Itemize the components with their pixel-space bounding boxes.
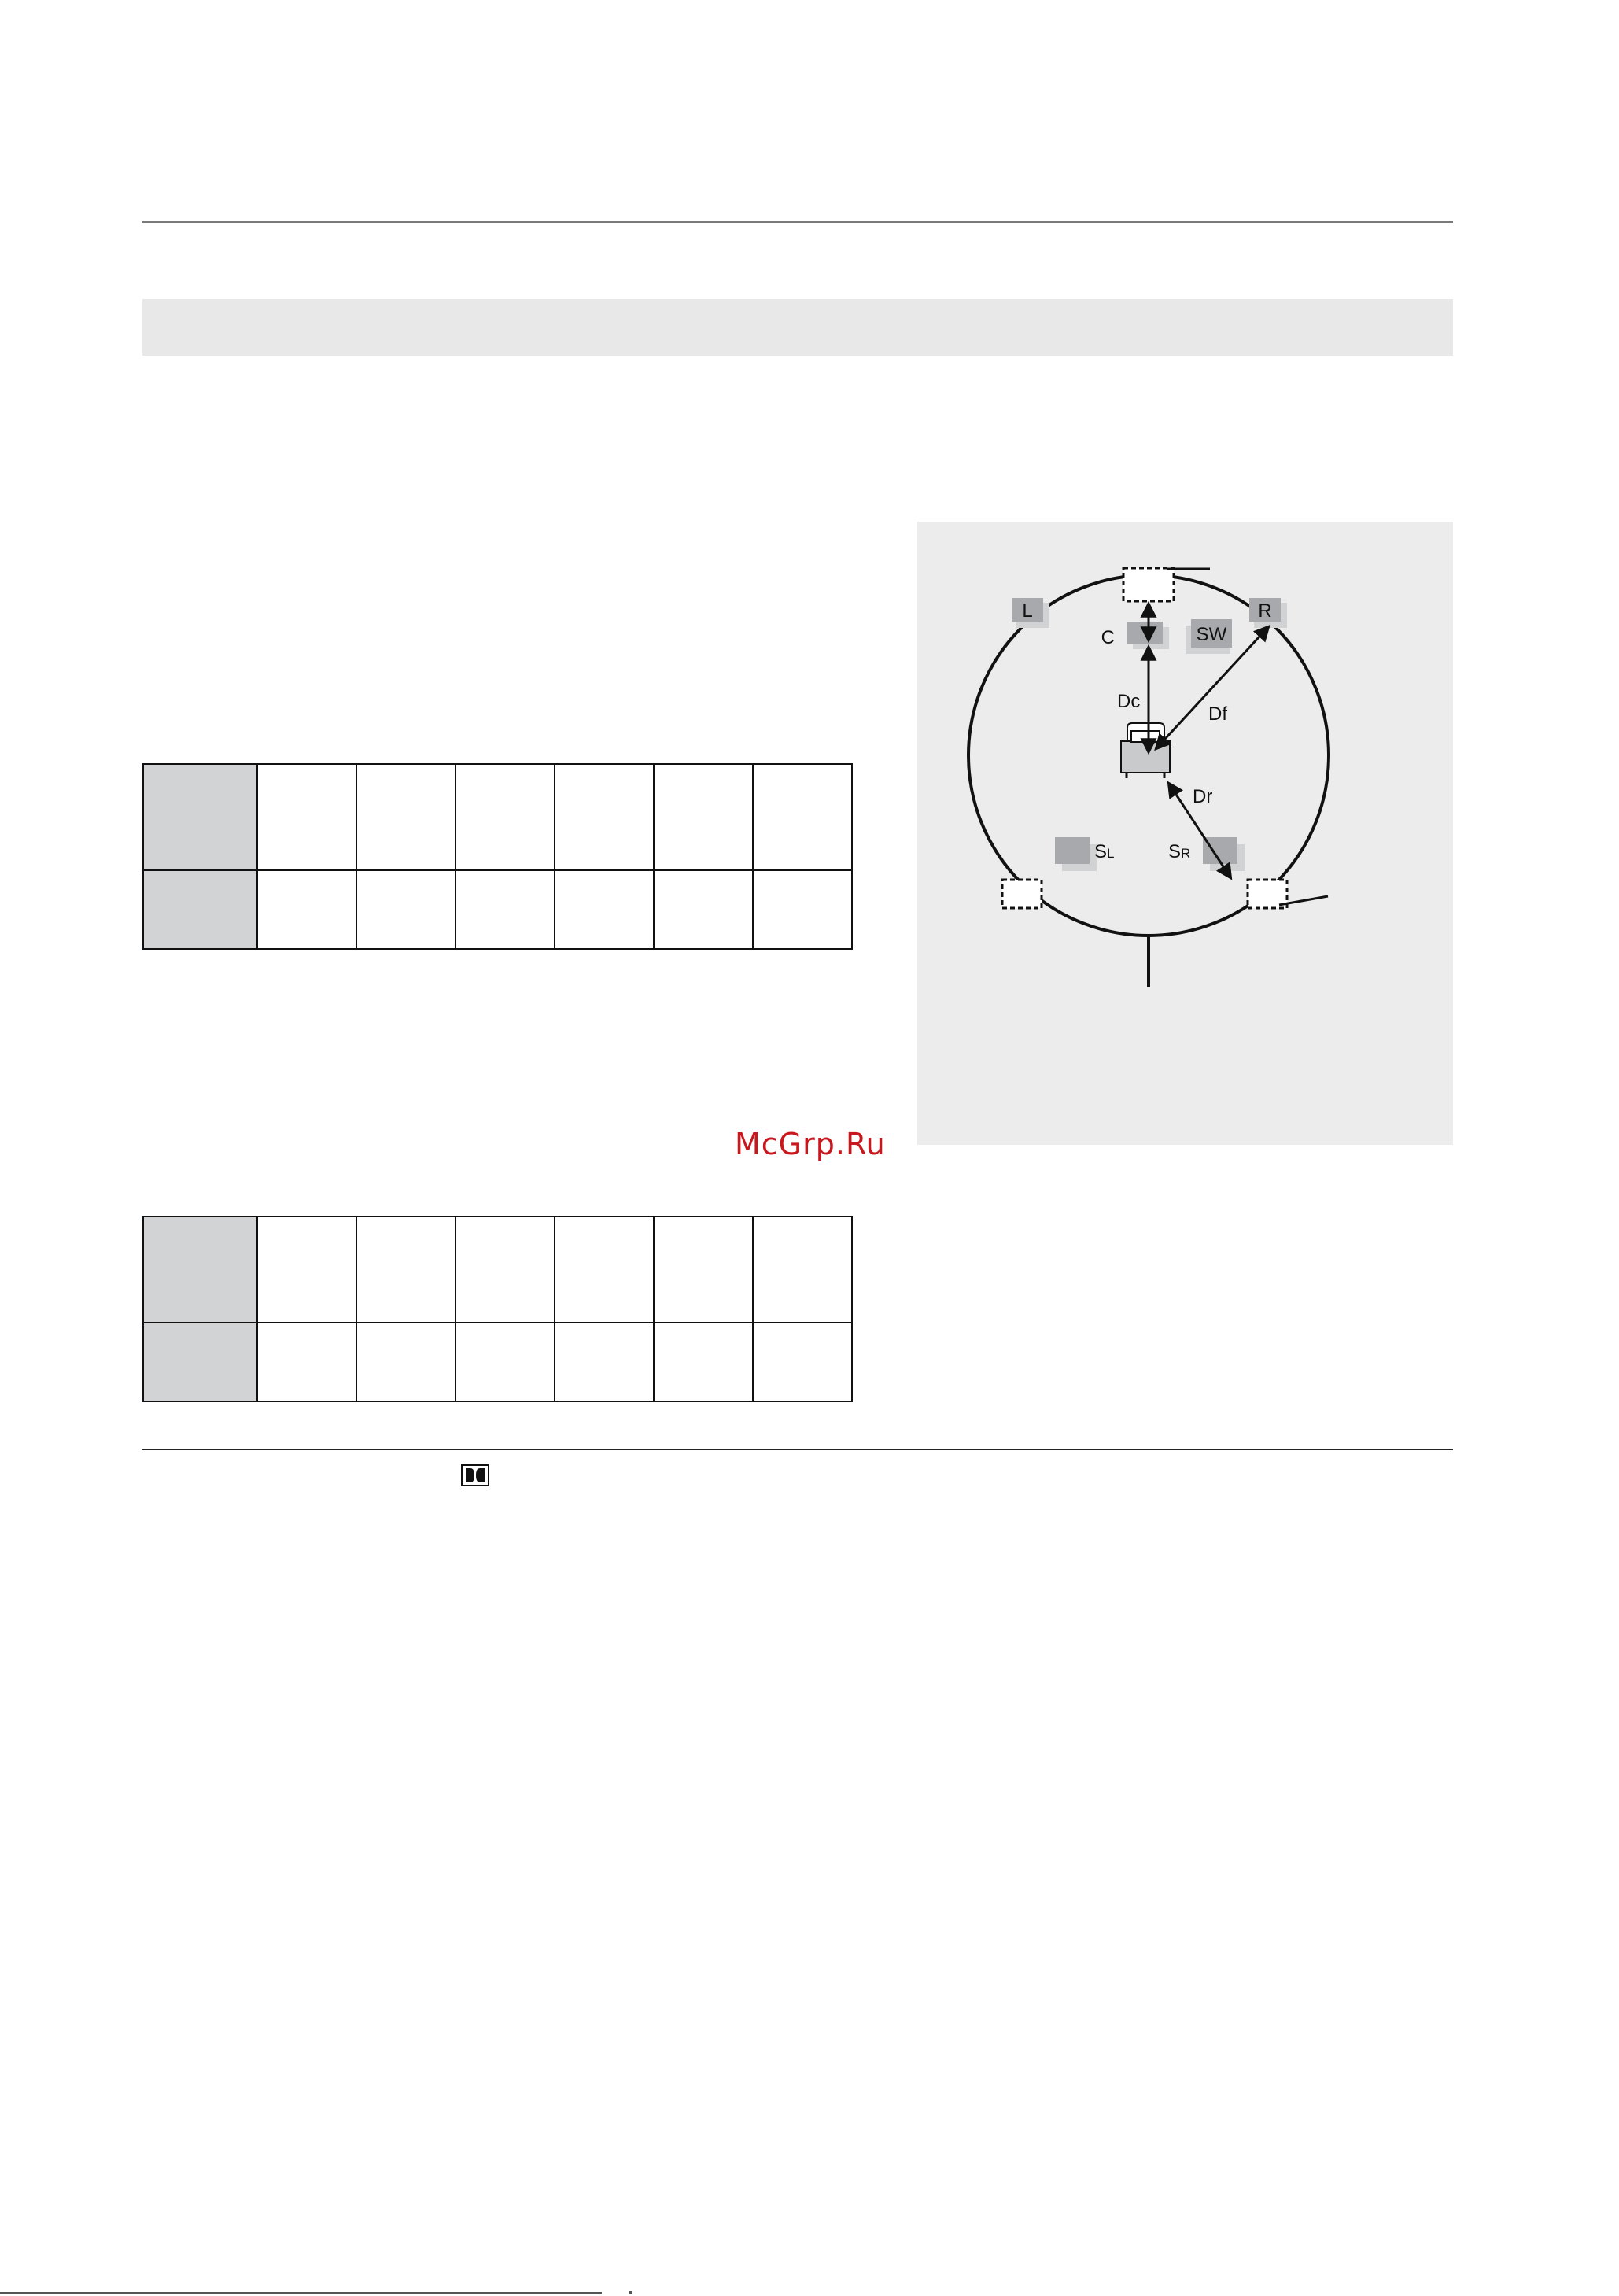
label-dr: Dr [1193, 786, 1213, 807]
label-surround-left: SL [1094, 841, 1115, 862]
page-bottom-mark [629, 2291, 632, 2294]
table-cell [257, 764, 356, 870]
speaker-placement-svg [917, 522, 1453, 1145]
speaker-surround-left [1055, 837, 1097, 871]
table-cell [356, 764, 455, 870]
center-alt-position [1123, 568, 1174, 601]
table-cell [654, 870, 753, 949]
table-cell [257, 1323, 356, 1401]
label-right: R [1258, 600, 1272, 622]
table-cell [555, 870, 654, 949]
table-cell [455, 764, 555, 870]
table-cell [455, 1323, 555, 1401]
dolby-double-d-icon [461, 1464, 489, 1486]
label-center: C [1101, 627, 1115, 648]
table-row [143, 870, 852, 949]
label-surround-right: SR [1168, 841, 1191, 862]
watermark: McGrp.Ru [735, 1127, 886, 1161]
table-cell [555, 764, 654, 870]
surround-left-alt-position [1002, 880, 1042, 908]
table-row [143, 764, 852, 870]
section-title-band [142, 299, 1453, 356]
table-header-cell [143, 764, 257, 870]
speaker-distance-table-1 [142, 763, 853, 950]
table-cell [753, 764, 852, 870]
table-cell [257, 870, 356, 949]
table-header-cell [143, 870, 257, 949]
table-cell [455, 1216, 555, 1323]
table-cell [356, 1216, 455, 1323]
header-rule [142, 221, 1453, 223]
table-header-cell [143, 1216, 257, 1323]
page-bottom-rule [0, 2292, 602, 2294]
speaker-left [1012, 598, 1049, 628]
label-subwoofer: SW [1196, 624, 1227, 645]
speaker-right [1249, 598, 1287, 628]
table-cell [555, 1323, 654, 1401]
table-cell [654, 1323, 753, 1401]
table-cell [455, 870, 555, 949]
table-cell [753, 1323, 852, 1401]
table-row [143, 1216, 852, 1323]
speaker-placement-diagram [917, 522, 1453, 1145]
footnote-rule [142, 1449, 1453, 1450]
label-df: Df [1208, 703, 1227, 725]
table-cell [356, 1323, 455, 1401]
label-dc: Dc [1117, 691, 1141, 712]
table-cell [356, 870, 455, 949]
table-cell [654, 764, 753, 870]
speaker-subwoofer [1186, 619, 1232, 654]
table-cell [257, 1216, 356, 1323]
label-left: L [1022, 600, 1033, 622]
table-cell [753, 1216, 852, 1323]
table-cell [654, 1216, 753, 1323]
table-row [143, 1323, 852, 1401]
listener-sofa-icon [1121, 723, 1170, 778]
speaker-distance-table-2 [142, 1216, 853, 1402]
table-cell [555, 1216, 654, 1323]
table-cell [753, 870, 852, 949]
table-header-cell [143, 1323, 257, 1401]
